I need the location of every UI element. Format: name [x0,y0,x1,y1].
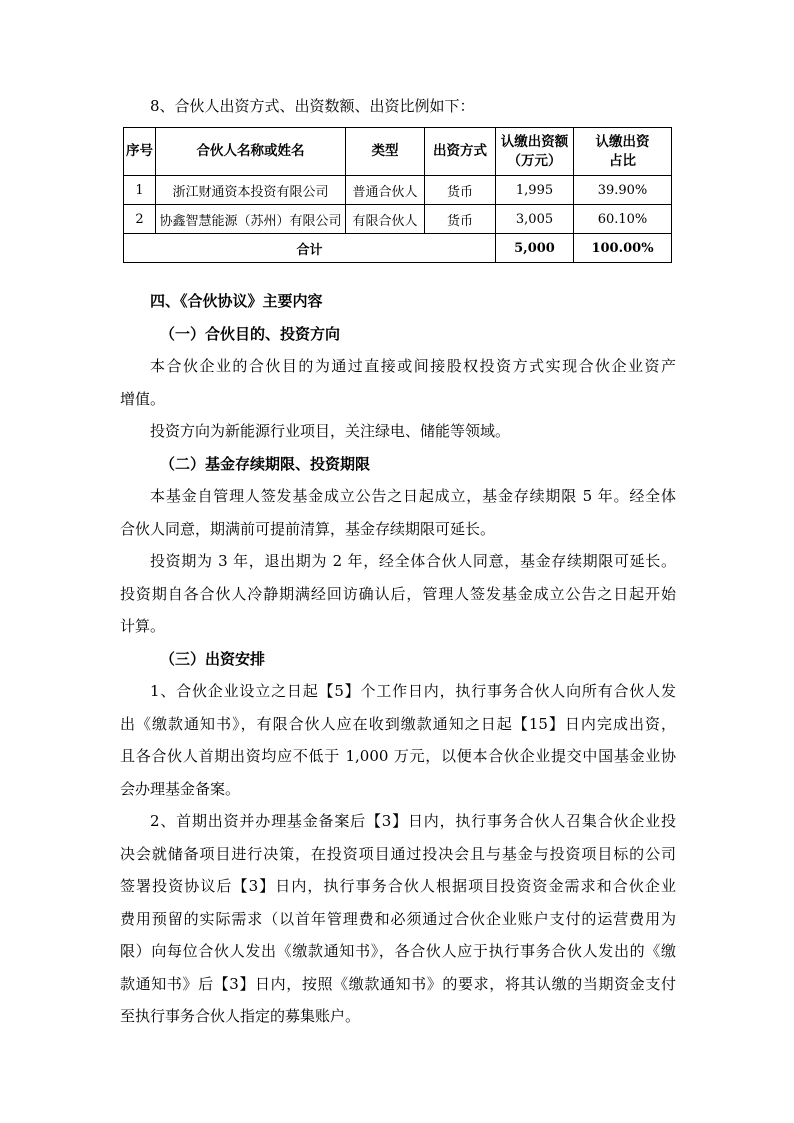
total-label: 合计 [124,234,496,263]
cell-ratio: 60.10% [574,205,672,234]
subsection-title-term: （二）基金存续期限、投资期限 [160,454,371,473]
paragraph-line: 合伙人同意，期满前可提前清算，基金存续期限可延长。 [120,519,496,538]
cell-seq: 1 [124,176,156,205]
table-intro: 8、合伙人出资方式、出资数额、出资比例如下： [150,97,475,115]
subsection-title-purpose: （一）合伙目的、投资方向 [160,324,341,343]
paragraph-line: 投资期为 3 年，退出期为 2 年，经全体合伙人同意，基金存续期限可延长。 [150,552,676,570]
paragraph-line: 决会就储备项目进行决策，在投资项目通过投决会且与基金与投资项目标的公司 [120,844,676,863]
header-method: 出资方式 [425,128,496,176]
paragraph-line: 费用预留的实际需求（以首年管理费和必须通过合伙企业账户支付的运营费用为 [120,909,676,928]
paragraph-line: 款通知书》后【3】日内，按照《缴款通知书》的要求，将其认缴的当期资金支付 [120,974,676,993]
section-title: 四、《合伙协议》主要内容 [150,292,323,310]
cell-partner-name: 浙江财通资本投资有限公司 [156,176,346,205]
paragraph-line: 增值。 [120,389,166,408]
cell-method: 货币 [425,205,496,234]
table-total-row [124,234,672,263]
paragraph-line: 且各合伙人首期出资均应不低于 1,000 万元，以便本合伙企业提交中国基金业协 [120,747,676,765]
cell-method: 货币 [425,176,496,205]
cell-type: 有限合伙人 [346,205,425,234]
header-partner-name: 合伙人名称或姓名 [156,128,346,176]
paragraph-line: 投资期自各合伙人冷静期满经回访确认后，管理人签发基金成立公告之日起开始 [120,584,676,603]
table-row [124,176,672,205]
paragraph-line: 计算。 [120,617,166,635]
paragraph-line: 本合伙企业的合伙目的为通过直接或间接股权投资方式实现合伙企业资产 [150,357,676,375]
paragraph-line: 2、首期出资并办理基金备案后【3】日内，执行事务合伙人召集合伙企业投 [150,812,676,830]
subsection-title-contribution: （三）出资安排 [160,649,266,668]
header-seq: 序号 [124,128,156,176]
header-amount: 认缴出资额 （万元） [496,128,574,176]
paragraph-line: 会办理基金备案。 [120,779,241,798]
cell-partner-name: 协鑫智慧能源（苏州）有限公司 [156,205,346,234]
paragraph-line: 1、合伙企业设立之日起【5】个工作日内，执行事务合伙人向所有合伙人发 [150,682,676,700]
paragraph-line: 至执行事务合伙人指定的募集账户。 [120,1007,361,1025]
header-type: 类型 [346,128,425,176]
cell-amount: 1,995 [496,176,574,205]
table-row [124,205,672,234]
header-ratio: 认缴出资 占比 [574,128,672,176]
cell-amount: 3,005 [496,205,574,234]
paragraph-line: 出《缴款通知书》，有限合伙人应在收到缴款通知之日起【15】日内完成出资， [120,714,676,733]
cell-seq: 2 [124,205,156,234]
paragraph-line: 本基金自管理人签发基金成立公告之日起成立，基金存续期限 5 年。经全体 [150,487,676,505]
cell-ratio: 39.90% [574,176,672,205]
total-ratio: 100.00% [574,234,672,263]
paragraph-line: 投资方向为新能源行业项目，关注绿电、储能等领域。 [150,422,511,440]
total-amount: 5,000 [496,234,574,263]
capital-contribution-table [123,127,672,263]
paragraph-line: 签署投资协议后【3】日内，执行事务合伙人根据项目投资资金需求和合伙企业 [120,877,676,895]
cell-type: 普通合伙人 [346,176,425,205]
paragraph-line: 限）向每位合伙人发出《缴款通知书》，各合伙人应于执行事务合伙人发出的《缴 [120,942,676,960]
body-text [120,285,676,1033]
table-header-row [124,128,672,176]
